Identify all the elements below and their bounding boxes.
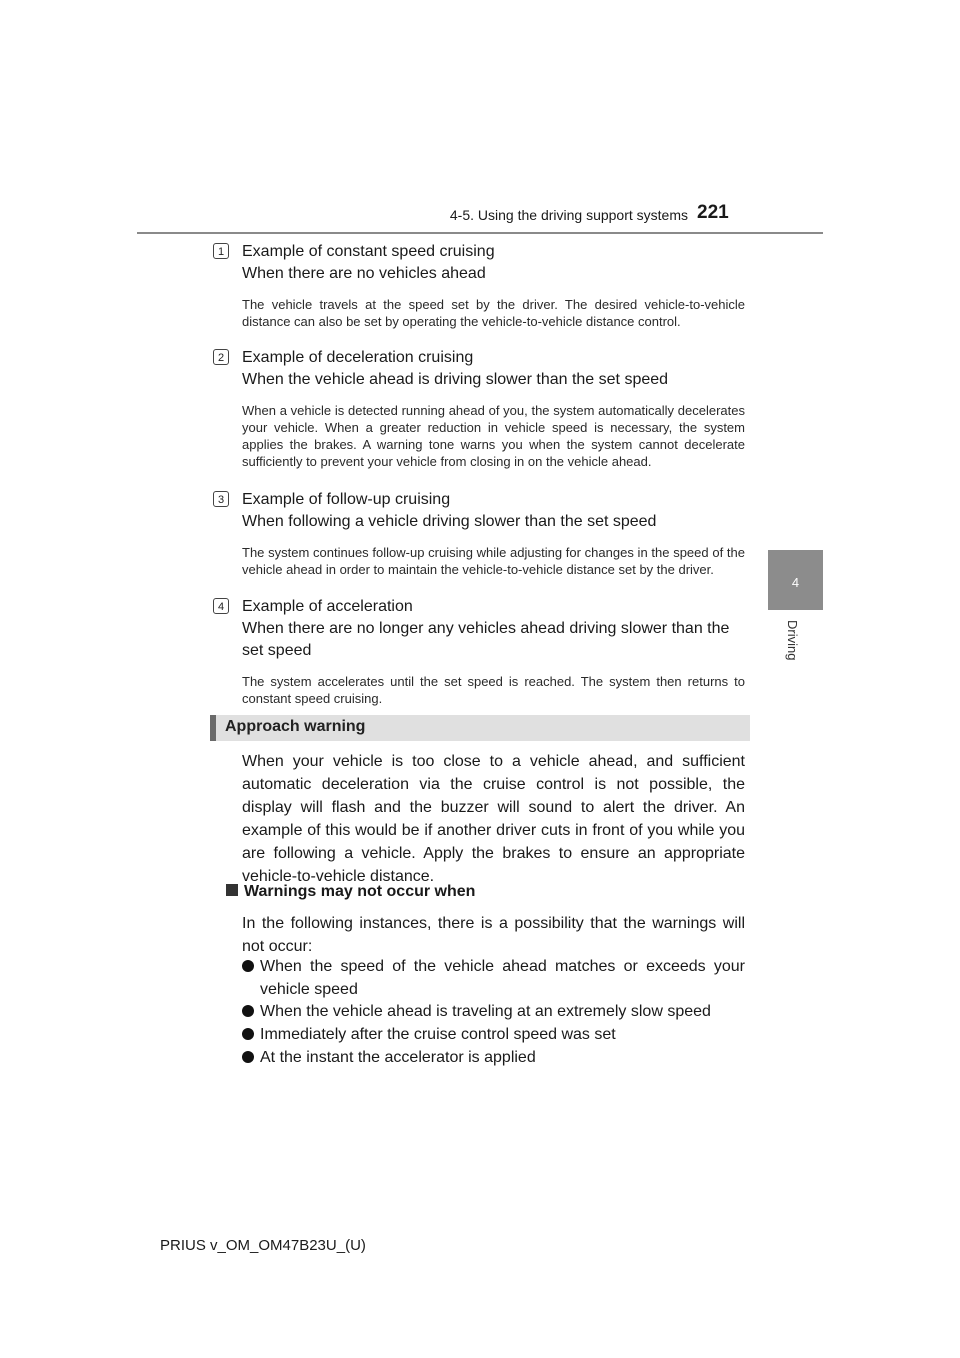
square-bullet-icon xyxy=(226,884,238,896)
item-heading-line2: When following a vehicle driving slower than the set speed xyxy=(242,513,657,530)
bullet-dot-icon xyxy=(242,960,254,972)
page-number: 221 xyxy=(697,202,729,223)
approach-warning-paragraph: When your vehicle is too close to a vehicle ahead, and sufficient automatic deceleration via the cruise control is not possible, the display will flash and the buzzer will sound to alert the driver. An example of this would be if another driver cuts in front of you while you are following a vehicle. Apply the brakes to ensure an appropriate vehicle-to-vehicle distance. xyxy=(242,753,745,885)
item-body: When a vehicle is detected running ahead of you, the system automatically decelerates your vehicle. When a greater reduction in vehicle speed is necessary, the system applies the brakes. A warning tone warns you when the system cannot decelerate sufficiently to prevent your vehicle from closing in on the vehicle ahead. xyxy=(242,403,745,469)
bullet-text: When the speed of the vehicle ahead matches or exceeds your vehicle speed xyxy=(260,958,745,998)
item-heading-line1: Example of follow-up cruising xyxy=(242,491,451,508)
item-heading xyxy=(242,347,745,391)
list-item xyxy=(242,1046,745,1069)
subsection-heading xyxy=(226,883,475,901)
warnings-intro: In the following instances, there is a possibility that the warnings will not occur: xyxy=(242,915,745,955)
item-number-marker: 3 xyxy=(213,491,229,507)
subsection-heading-text: Warnings may not occur when xyxy=(244,883,476,900)
item-body: The vehicle travels at the speed set by the driver. The desired vehicle-to-vehicle distance can also be set by operating the vehicle-to-vehicle distance control. xyxy=(242,297,745,329)
bullet-dot-icon xyxy=(242,1051,254,1063)
list-item xyxy=(213,347,745,470)
section-header-approach-warning xyxy=(210,715,750,741)
chapter-tab-label: Driving xyxy=(785,620,800,661)
chapter-tab-number: 4 xyxy=(791,575,800,590)
list-item xyxy=(213,241,745,330)
item-heading-line1: Example of constant speed cruising xyxy=(242,243,495,260)
item-heading xyxy=(242,489,745,533)
item-body: The system continues follow-up cruising while adjusting for changes in the speed of the vehicle ahead in order to maintain the vehicle-to-vehicle distance set by the driver. xyxy=(242,545,745,577)
item-body: The system accelerates until the set speed is reached. The system then returns to constant speed cruising. xyxy=(242,674,745,706)
item-heading-line1: Example of deceleration cruising xyxy=(242,349,474,366)
item-number-marker: 4 xyxy=(213,598,229,614)
section-header-title: Approach warning xyxy=(225,718,366,735)
bullet-dot-icon xyxy=(242,1005,254,1017)
header-divider xyxy=(137,232,823,234)
item-heading-line1: Example of acceleration xyxy=(242,598,413,615)
item-heading xyxy=(242,241,745,285)
item-number-marker: 1 xyxy=(213,243,229,259)
list-item xyxy=(242,1023,745,1046)
bullet-text: At the instant the accelerator is applied xyxy=(260,1049,536,1066)
item-heading-line2: When the vehicle ahead is driving slower than the set speed xyxy=(242,371,669,388)
list-item xyxy=(213,489,745,578)
header-section-title: 4-5. Using the driving support systems xyxy=(449,207,688,223)
bullet-dot-icon xyxy=(242,1028,254,1040)
item-heading-line2: When there are no vehicles ahead xyxy=(242,265,486,282)
item-heading xyxy=(242,596,745,662)
footer-doc-code: PRIUS v_OM_OM47B23U_(U) xyxy=(160,1237,366,1254)
list-item xyxy=(242,955,745,1001)
item-number-marker: 2 xyxy=(213,349,229,365)
bullet-text: Immediately after the cruise control speed was set xyxy=(260,1026,616,1043)
bullet-text: When the vehicle ahead is traveling at an extremely slow speed xyxy=(260,1003,711,1020)
section-header-accent xyxy=(210,715,216,741)
list-item xyxy=(213,596,745,707)
list-item xyxy=(242,1000,745,1023)
item-heading-line2: When there are no longer any vehicles ahead driving slower than the set speed xyxy=(242,620,730,659)
chapter-tab-label-wrap xyxy=(782,620,808,680)
